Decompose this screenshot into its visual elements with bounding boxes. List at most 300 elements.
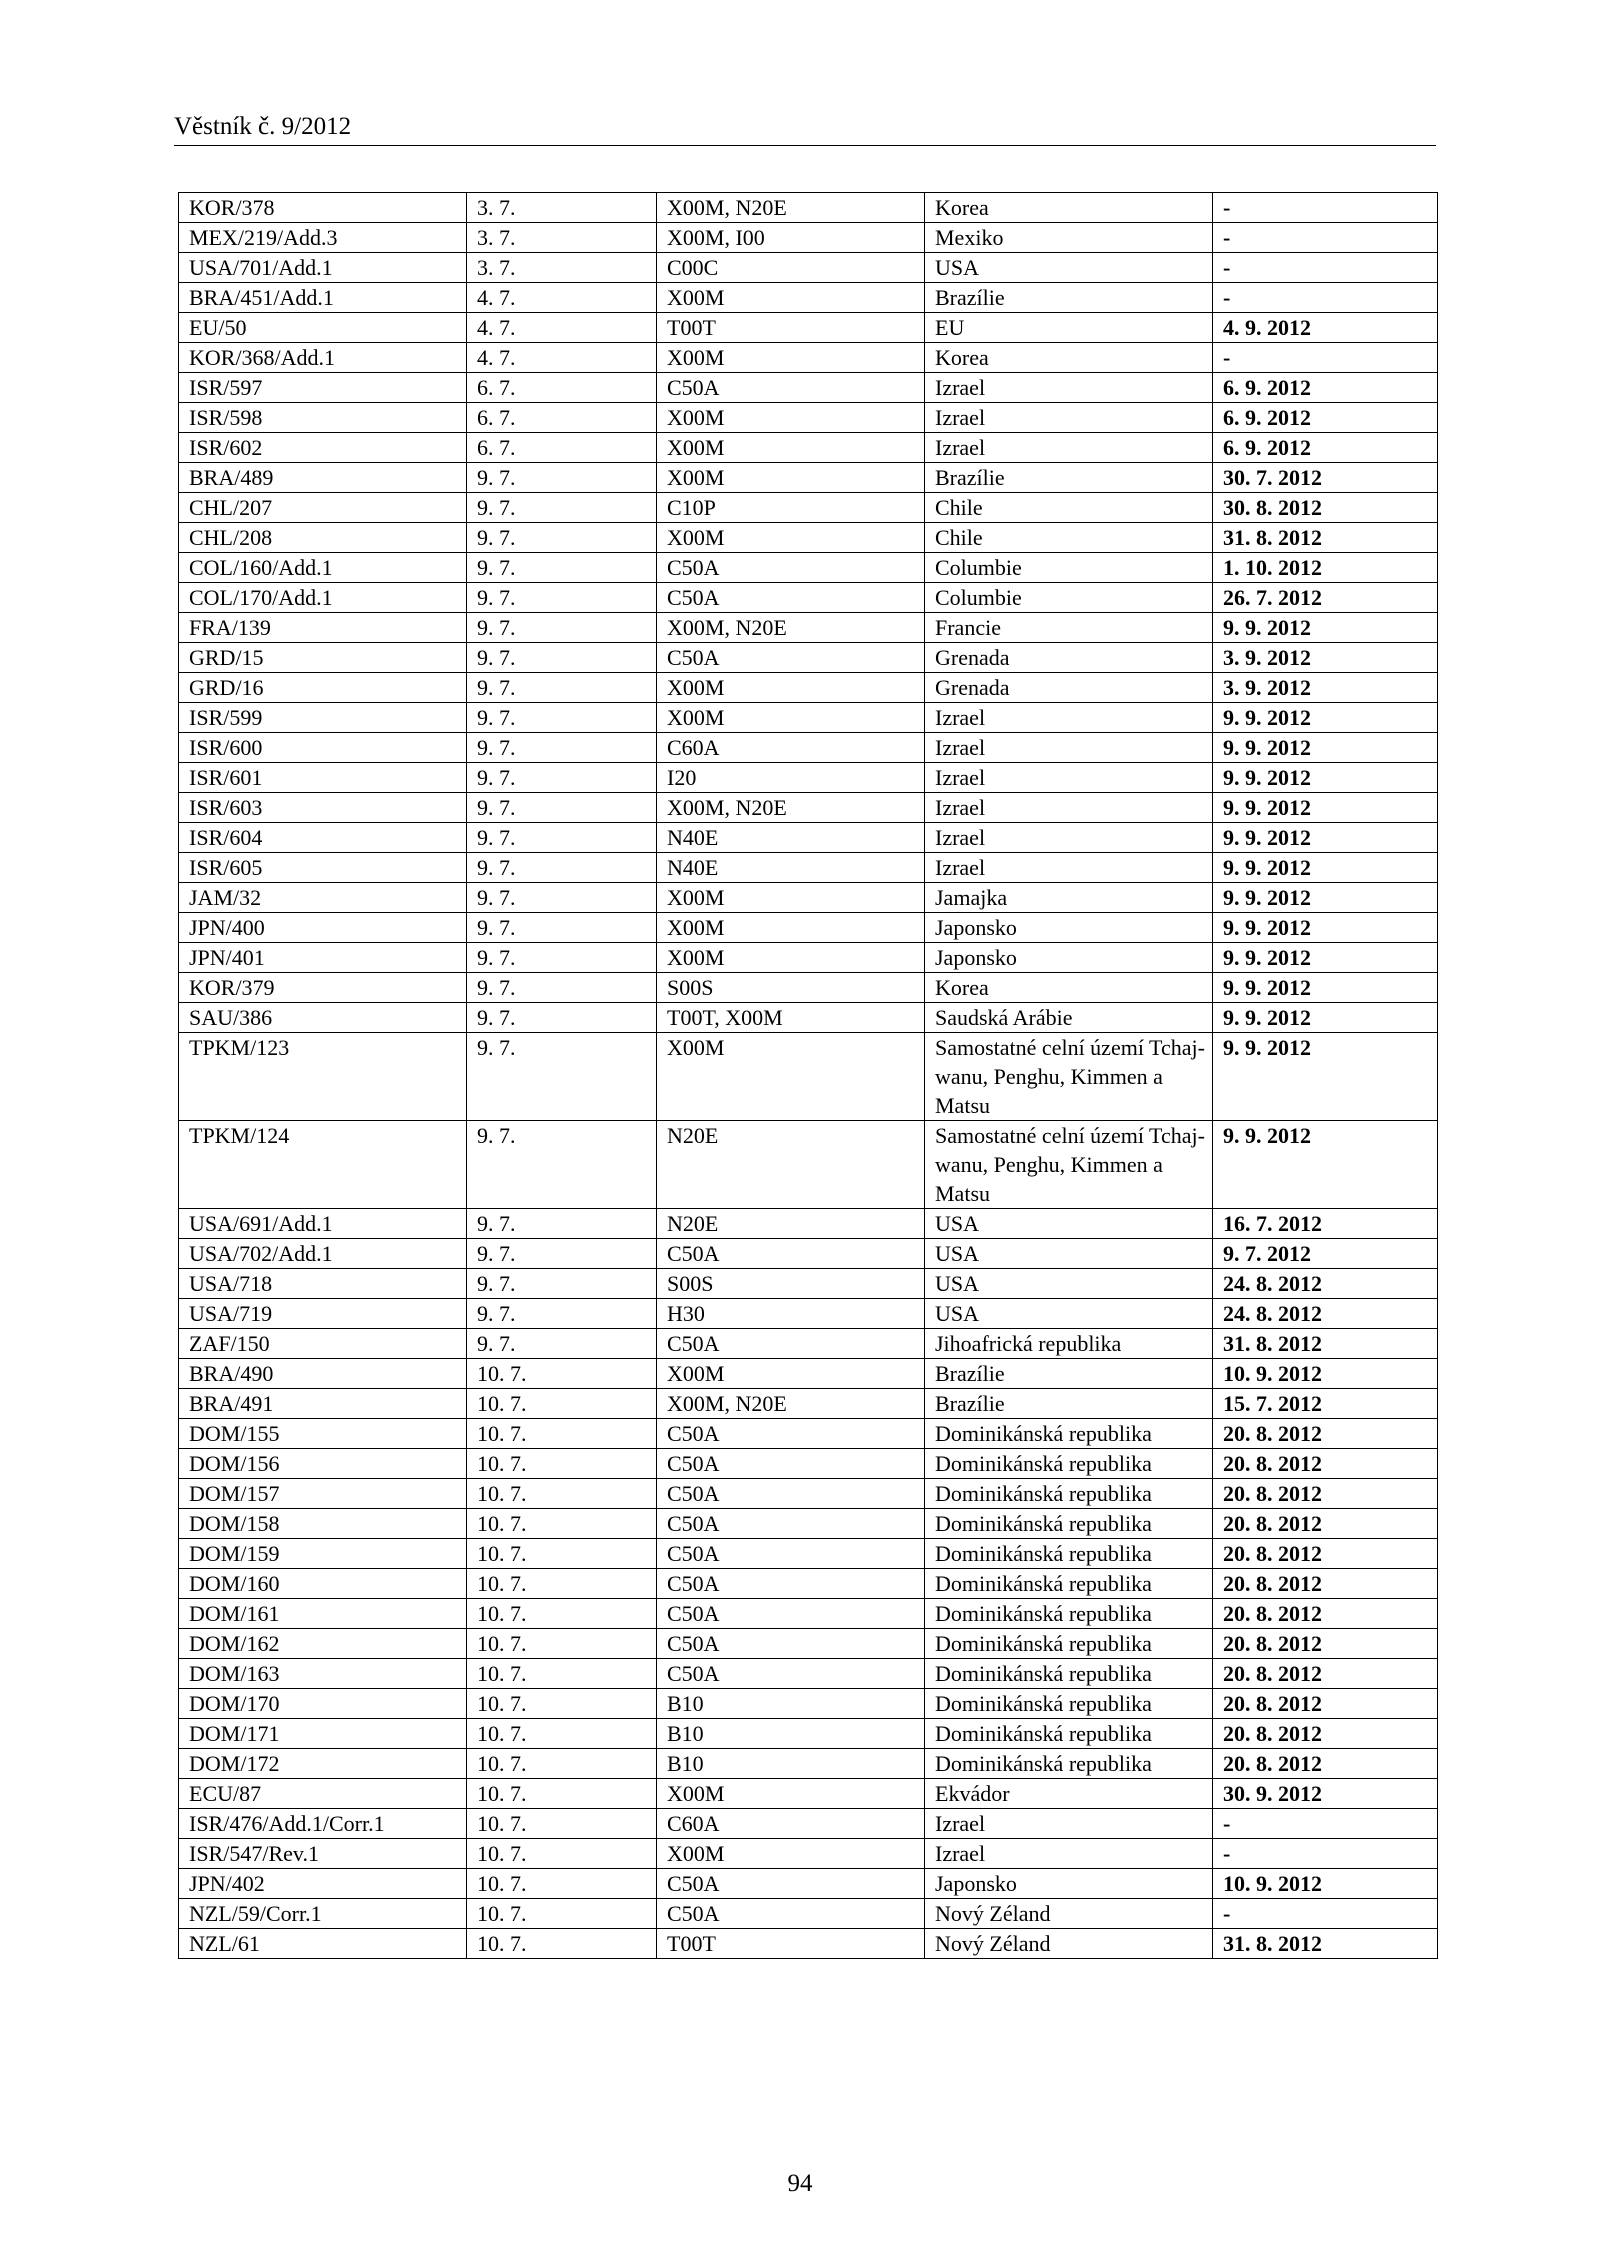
date-cell: 10. 7. bbox=[467, 1719, 657, 1749]
deadline-cell: 9. 9. 2012 bbox=[1213, 883, 1438, 913]
code-cell: N40E bbox=[657, 853, 925, 883]
date-cell: 9. 7. bbox=[467, 1033, 657, 1121]
date-cell: 10. 7. bbox=[467, 1899, 657, 1929]
deadline-cell: 9. 9. 2012 bbox=[1213, 763, 1438, 793]
document-symbol-cell: EU/50 bbox=[179, 313, 467, 343]
deadline-cell: 9. 9. 2012 bbox=[1213, 823, 1438, 853]
document-symbol-cell: ISR/602 bbox=[179, 433, 467, 463]
table-row bbox=[179, 853, 1438, 883]
code-cell: X00M bbox=[657, 523, 925, 553]
document-symbol-cell: COL/170/Add.1 bbox=[179, 583, 467, 613]
country-cell: Izrael bbox=[925, 1839, 1213, 1869]
date-cell: 10. 7. bbox=[467, 1599, 657, 1629]
code-cell: C50A bbox=[657, 1569, 925, 1599]
code-cell: B10 bbox=[657, 1719, 925, 1749]
table-row bbox=[179, 1749, 1438, 1779]
document-symbol-cell: USA/701/Add.1 bbox=[179, 253, 467, 283]
document-symbol-cell: ISR/605 bbox=[179, 853, 467, 883]
table-row bbox=[179, 1809, 1438, 1839]
date-cell: 10. 7. bbox=[467, 1809, 657, 1839]
document-symbol-cell: DOM/162 bbox=[179, 1629, 467, 1659]
country-cell: Dominikánská republika bbox=[925, 1749, 1213, 1779]
deadline-cell: 20. 8. 2012 bbox=[1213, 1629, 1438, 1659]
date-cell: 9. 7. bbox=[467, 763, 657, 793]
date-cell: 10. 7. bbox=[467, 1689, 657, 1719]
code-cell: C50A bbox=[657, 1419, 925, 1449]
country-cell: Izrael bbox=[925, 823, 1213, 853]
notifications-table bbox=[178, 192, 1438, 1959]
date-cell: 10. 7. bbox=[467, 1389, 657, 1419]
code-cell: C50A bbox=[657, 643, 925, 673]
document-symbol-cell: TPKM/124 bbox=[179, 1121, 467, 1209]
date-cell: 10. 7. bbox=[467, 1869, 657, 1899]
country-cell: Japonsko bbox=[925, 943, 1213, 973]
date-cell: 10. 7. bbox=[467, 1629, 657, 1659]
deadline-cell: 20. 8. 2012 bbox=[1213, 1749, 1438, 1779]
country-cell: Dominikánská republika bbox=[925, 1569, 1213, 1599]
country-cell: Dominikánská republika bbox=[925, 1659, 1213, 1689]
country-cell: Japonsko bbox=[925, 913, 1213, 943]
deadline-cell: 3. 9. 2012 bbox=[1213, 673, 1438, 703]
document-symbol-cell: COL/160/Add.1 bbox=[179, 553, 467, 583]
code-cell: C50A bbox=[657, 1239, 925, 1269]
code-cell: C50A bbox=[657, 1329, 925, 1359]
code-cell: H30 bbox=[657, 1299, 925, 1329]
deadline-cell: 30. 7. 2012 bbox=[1213, 463, 1438, 493]
page-number: 94 bbox=[787, 2170, 813, 2197]
table-row bbox=[179, 943, 1438, 973]
date-cell: 9. 7. bbox=[467, 1299, 657, 1329]
country-cell: Dominikánská republika bbox=[925, 1689, 1213, 1719]
table-row bbox=[179, 1569, 1438, 1599]
table-row bbox=[179, 313, 1438, 343]
country-cell: Grenada bbox=[925, 643, 1213, 673]
table-row bbox=[179, 1389, 1438, 1419]
code-cell: X00M bbox=[657, 283, 925, 313]
code-cell: C50A bbox=[657, 1599, 925, 1629]
deadline-cell: 9. 9. 2012 bbox=[1213, 1121, 1438, 1209]
document-symbol-cell: ECU/87 bbox=[179, 1779, 467, 1809]
date-cell: 9. 7. bbox=[467, 463, 657, 493]
country-cell: Izrael bbox=[925, 793, 1213, 823]
code-cell: C10P bbox=[657, 493, 925, 523]
deadline-cell: 20. 8. 2012 bbox=[1213, 1569, 1438, 1599]
document-symbol-cell: ISR/476/Add.1/Corr.1 bbox=[179, 1809, 467, 1839]
date-cell: 9. 7. bbox=[467, 913, 657, 943]
document-symbol-cell: TPKM/123 bbox=[179, 1033, 467, 1121]
deadline-cell: 6. 9. 2012 bbox=[1213, 433, 1438, 463]
date-cell: 9. 7. bbox=[467, 1121, 657, 1209]
date-cell: 4. 7. bbox=[467, 283, 657, 313]
code-cell: X00M, N20E bbox=[657, 793, 925, 823]
deadline-cell: 3. 9. 2012 bbox=[1213, 643, 1438, 673]
country-cell: Dominikánská republika bbox=[925, 1449, 1213, 1479]
deadline-cell: 9. 9. 2012 bbox=[1213, 913, 1438, 943]
country-cell: Izrael bbox=[925, 703, 1213, 733]
code-cell: X00M bbox=[657, 1359, 925, 1389]
table-row bbox=[179, 343, 1438, 373]
table-row bbox=[179, 1929, 1438, 1959]
date-cell: 10. 7. bbox=[467, 1539, 657, 1569]
country-cell: Brazílie bbox=[925, 1389, 1213, 1419]
deadline-cell: - bbox=[1213, 1839, 1438, 1869]
document-symbol-cell: GRD/16 bbox=[179, 673, 467, 703]
country-cell: USA bbox=[925, 1269, 1213, 1299]
country-cell: USA bbox=[925, 1299, 1213, 1329]
table-row bbox=[179, 493, 1438, 523]
deadline-cell: 9. 9. 2012 bbox=[1213, 943, 1438, 973]
deadline-cell: 24. 8. 2012 bbox=[1213, 1299, 1438, 1329]
table-row bbox=[179, 1599, 1438, 1629]
deadline-cell: 26. 7. 2012 bbox=[1213, 583, 1438, 613]
table-row bbox=[179, 973, 1438, 1003]
country-cell: Japonsko bbox=[925, 1869, 1213, 1899]
deadline-cell: - bbox=[1213, 253, 1438, 283]
date-cell: 10. 7. bbox=[467, 1509, 657, 1539]
country-cell: Nový Zéland bbox=[925, 1929, 1213, 1959]
code-cell: C50A bbox=[657, 1539, 925, 1569]
country-cell: Ekvádor bbox=[925, 1779, 1213, 1809]
country-cell: Francie bbox=[925, 613, 1213, 643]
table-row bbox=[179, 373, 1438, 403]
country-cell: Grenada bbox=[925, 673, 1213, 703]
country-cell: Dominikánská republika bbox=[925, 1479, 1213, 1509]
table-row bbox=[179, 433, 1438, 463]
document-symbol-cell: FRA/139 bbox=[179, 613, 467, 643]
country-cell: Izrael bbox=[925, 373, 1213, 403]
date-cell: 9. 7. bbox=[467, 853, 657, 883]
table-row bbox=[179, 1299, 1438, 1329]
journal-title: Věstník č. 9/2012 bbox=[174, 113, 352, 140]
code-cell: X00M bbox=[657, 943, 925, 973]
table-row bbox=[179, 1449, 1438, 1479]
document-symbol-cell: ZAF/150 bbox=[179, 1329, 467, 1359]
code-cell: X00M bbox=[657, 463, 925, 493]
document-symbol-cell: KOR/379 bbox=[179, 973, 467, 1003]
country-cell: Samostatné celní území Tchaj-wanu, Penghu, Kimmen a Matsu bbox=[925, 1121, 1213, 1209]
country-cell: EU bbox=[925, 313, 1213, 343]
deadline-cell: 15. 7. 2012 bbox=[1213, 1389, 1438, 1419]
code-cell: X00M bbox=[657, 1839, 925, 1869]
date-cell: 9. 7. bbox=[467, 613, 657, 643]
table-row bbox=[179, 1719, 1438, 1749]
code-cell: C50A bbox=[657, 373, 925, 403]
document-symbol-cell: DOM/159 bbox=[179, 1539, 467, 1569]
document-symbol-cell: JPN/402 bbox=[179, 1869, 467, 1899]
country-cell: Nový Zéland bbox=[925, 1899, 1213, 1929]
document-symbol-cell: DOM/171 bbox=[179, 1719, 467, 1749]
deadline-cell: 20. 8. 2012 bbox=[1213, 1719, 1438, 1749]
document-symbol-cell: USA/719 bbox=[179, 1299, 467, 1329]
date-cell: 10. 7. bbox=[467, 1359, 657, 1389]
code-cell: X00M bbox=[657, 1779, 925, 1809]
document-symbol-cell: DOM/172 bbox=[179, 1749, 467, 1779]
date-cell: 9. 7. bbox=[467, 643, 657, 673]
table-row bbox=[179, 763, 1438, 793]
country-cell: Saudská Arábie bbox=[925, 1003, 1213, 1033]
country-cell: Dominikánská republika bbox=[925, 1599, 1213, 1629]
country-cell: Jihoafrická republika bbox=[925, 1329, 1213, 1359]
country-cell: Chile bbox=[925, 493, 1213, 523]
document-symbol-cell: JPN/401 bbox=[179, 943, 467, 973]
code-cell: X00M bbox=[657, 403, 925, 433]
deadline-cell: 31. 8. 2012 bbox=[1213, 1329, 1438, 1359]
document-symbol-cell: DOM/156 bbox=[179, 1449, 467, 1479]
table-row bbox=[179, 253, 1438, 283]
country-cell: Jamajka bbox=[925, 883, 1213, 913]
country-cell: Dominikánská republika bbox=[925, 1419, 1213, 1449]
code-cell: T00T, X00M bbox=[657, 1003, 925, 1033]
table-row bbox=[179, 643, 1438, 673]
document-symbol-cell: CHL/207 bbox=[179, 493, 467, 523]
document-symbol-cell: MEX/219/Add.3 bbox=[179, 223, 467, 253]
document-symbol-cell: CHL/208 bbox=[179, 523, 467, 553]
deadline-cell: 24. 8. 2012 bbox=[1213, 1269, 1438, 1299]
document-symbol-cell: USA/691/Add.1 bbox=[179, 1209, 467, 1239]
code-cell: X00M bbox=[657, 673, 925, 703]
table-row bbox=[179, 1329, 1438, 1359]
table-row bbox=[179, 1689, 1438, 1719]
document-symbol-cell: ISR/604 bbox=[179, 823, 467, 853]
date-cell: 9. 7. bbox=[467, 523, 657, 553]
table-row bbox=[179, 463, 1438, 493]
deadline-cell: 6. 9. 2012 bbox=[1213, 373, 1438, 403]
deadline-cell: 20. 8. 2012 bbox=[1213, 1479, 1438, 1509]
country-cell: USA bbox=[925, 1239, 1213, 1269]
deadline-cell: 16. 7. 2012 bbox=[1213, 1209, 1438, 1239]
country-cell: Samostatné celní území Tchaj-wanu, Penghu, Kimmen a Matsu bbox=[925, 1033, 1213, 1121]
document-symbol-cell: BRA/490 bbox=[179, 1359, 467, 1389]
table-row bbox=[179, 403, 1438, 433]
deadline-cell: 9. 9. 2012 bbox=[1213, 793, 1438, 823]
country-cell: Mexiko bbox=[925, 223, 1213, 253]
deadline-cell: 1. 10. 2012 bbox=[1213, 553, 1438, 583]
deadline-cell: 20. 8. 2012 bbox=[1213, 1689, 1438, 1719]
country-cell: Izrael bbox=[925, 433, 1213, 463]
deadline-cell: 9. 9. 2012 bbox=[1213, 1003, 1438, 1033]
table-row bbox=[179, 1359, 1438, 1389]
deadline-cell: - bbox=[1213, 283, 1438, 313]
date-cell: 10. 7. bbox=[467, 1659, 657, 1689]
table-row bbox=[179, 733, 1438, 763]
date-cell: 9. 7. bbox=[467, 1269, 657, 1299]
country-cell: Izrael bbox=[925, 853, 1213, 883]
code-cell: X00M bbox=[657, 703, 925, 733]
date-cell: 9. 7. bbox=[467, 553, 657, 583]
deadline-cell: 20. 8. 2012 bbox=[1213, 1509, 1438, 1539]
deadline-cell: 9. 9. 2012 bbox=[1213, 853, 1438, 883]
document-symbol-cell: BRA/489 bbox=[179, 463, 467, 493]
deadline-cell: - bbox=[1213, 1809, 1438, 1839]
deadline-cell: 9. 9. 2012 bbox=[1213, 703, 1438, 733]
country-cell: Brazílie bbox=[925, 283, 1213, 313]
table-row bbox=[179, 1419, 1438, 1449]
deadline-cell: 20. 8. 2012 bbox=[1213, 1449, 1438, 1479]
document-symbol-cell: ISR/598 bbox=[179, 403, 467, 433]
code-cell: X00M bbox=[657, 343, 925, 373]
code-cell: X00M bbox=[657, 883, 925, 913]
code-cell: X00M bbox=[657, 433, 925, 463]
code-cell: S00S bbox=[657, 973, 925, 1003]
country-cell: Izrael bbox=[925, 403, 1213, 433]
country-cell: Dominikánská republika bbox=[925, 1539, 1213, 1569]
code-cell: S00S bbox=[657, 1269, 925, 1299]
document-symbol-cell: ISR/597 bbox=[179, 373, 467, 403]
date-cell: 6. 7. bbox=[467, 373, 657, 403]
date-cell: 9. 7. bbox=[467, 793, 657, 823]
date-cell: 9. 7. bbox=[467, 973, 657, 1003]
table-row bbox=[179, 823, 1438, 853]
code-cell: I20 bbox=[657, 763, 925, 793]
deadline-cell: 10. 9. 2012 bbox=[1213, 1359, 1438, 1389]
code-cell: C50A bbox=[657, 553, 925, 583]
code-cell: N20E bbox=[657, 1209, 925, 1239]
table-row bbox=[179, 1869, 1438, 1899]
date-cell: 4. 7. bbox=[467, 343, 657, 373]
date-cell: 9. 7. bbox=[467, 943, 657, 973]
country-cell: Korea bbox=[925, 343, 1213, 373]
document-symbol-cell: KOR/378 bbox=[179, 193, 467, 223]
date-cell: 10. 7. bbox=[467, 1449, 657, 1479]
date-cell: 9. 7. bbox=[467, 673, 657, 703]
code-cell: X00M, I00 bbox=[657, 223, 925, 253]
deadline-cell: 20. 8. 2012 bbox=[1213, 1539, 1438, 1569]
document-symbol-cell: DOM/163 bbox=[179, 1659, 467, 1689]
deadline-cell: - bbox=[1213, 1899, 1438, 1929]
document-symbol-cell: SAU/386 bbox=[179, 1003, 467, 1033]
country-cell: Izrael bbox=[925, 733, 1213, 763]
code-cell: C50A bbox=[657, 1659, 925, 1689]
table-row bbox=[179, 523, 1438, 553]
document-symbol-cell: ISR/547/Rev.1 bbox=[179, 1839, 467, 1869]
country-cell: Izrael bbox=[925, 763, 1213, 793]
date-cell: 9. 7. bbox=[467, 493, 657, 523]
date-cell: 3. 7. bbox=[467, 223, 657, 253]
table-row bbox=[179, 1239, 1438, 1269]
code-cell: X00M bbox=[657, 913, 925, 943]
document-symbol-cell: DOM/160 bbox=[179, 1569, 467, 1599]
table-row bbox=[179, 283, 1438, 313]
date-cell: 10. 7. bbox=[467, 1779, 657, 1809]
deadline-cell: 6. 9. 2012 bbox=[1213, 403, 1438, 433]
document-symbol-cell: BRA/491 bbox=[179, 1389, 467, 1419]
date-cell: 9. 7. bbox=[467, 583, 657, 613]
code-cell: C50A bbox=[657, 1479, 925, 1509]
date-cell: 9. 7. bbox=[467, 1329, 657, 1359]
deadline-cell: 9. 9. 2012 bbox=[1213, 733, 1438, 763]
document-symbol-cell: DOM/158 bbox=[179, 1509, 467, 1539]
code-cell: X00M, N20E bbox=[657, 193, 925, 223]
date-cell: 9. 7. bbox=[467, 703, 657, 733]
country-cell: Korea bbox=[925, 973, 1213, 1003]
code-cell: X00M, N20E bbox=[657, 1389, 925, 1419]
code-cell: B10 bbox=[657, 1689, 925, 1719]
date-cell: 9. 7. bbox=[467, 1003, 657, 1033]
document-symbol-cell: JAM/32 bbox=[179, 883, 467, 913]
date-cell: 10. 7. bbox=[467, 1479, 657, 1509]
deadline-cell: 9. 9. 2012 bbox=[1213, 613, 1438, 643]
document-symbol-cell: JPN/400 bbox=[179, 913, 467, 943]
date-cell: 9. 7. bbox=[467, 1239, 657, 1269]
table-row bbox=[179, 1269, 1438, 1299]
document-symbol-cell: KOR/368/Add.1 bbox=[179, 343, 467, 373]
table-row bbox=[179, 913, 1438, 943]
table-row bbox=[179, 553, 1438, 583]
document-symbol-cell: GRD/15 bbox=[179, 643, 467, 673]
deadline-cell: 9. 9. 2012 bbox=[1213, 1033, 1438, 1121]
document-symbol-cell: DOM/170 bbox=[179, 1689, 467, 1719]
code-cell: C00C bbox=[657, 253, 925, 283]
code-cell: C50A bbox=[657, 1449, 925, 1479]
table-row bbox=[179, 703, 1438, 733]
country-cell: USA bbox=[925, 253, 1213, 283]
deadline-cell: 9. 9. 2012 bbox=[1213, 973, 1438, 1003]
country-cell: Korea bbox=[925, 193, 1213, 223]
document-symbol-cell: NZL/59/Corr.1 bbox=[179, 1899, 467, 1929]
table-row bbox=[179, 673, 1438, 703]
date-cell: 10. 7. bbox=[467, 1749, 657, 1779]
deadline-cell: 9. 7. 2012 bbox=[1213, 1239, 1438, 1269]
code-cell: N40E bbox=[657, 823, 925, 853]
date-cell: 6. 7. bbox=[467, 403, 657, 433]
table-body bbox=[179, 193, 1438, 1959]
code-cell: T00T bbox=[657, 1929, 925, 1959]
date-cell: 4. 7. bbox=[467, 313, 657, 343]
date-cell: 10. 7. bbox=[467, 1929, 657, 1959]
code-cell: N20E bbox=[657, 1121, 925, 1209]
table-row bbox=[179, 1033, 1438, 1121]
deadline-cell: - bbox=[1213, 223, 1438, 253]
code-cell: B10 bbox=[657, 1749, 925, 1779]
country-cell: Dominikánská republika bbox=[925, 1509, 1213, 1539]
table-row bbox=[179, 1629, 1438, 1659]
date-cell: 3. 7. bbox=[467, 253, 657, 283]
date-cell: 9. 7. bbox=[467, 1209, 657, 1239]
table-row bbox=[179, 1779, 1438, 1809]
document-symbol-cell: ISR/601 bbox=[179, 763, 467, 793]
country-cell: Brazílie bbox=[925, 463, 1213, 493]
code-cell: C50A bbox=[657, 583, 925, 613]
country-cell: Izrael bbox=[925, 1809, 1213, 1839]
code-cell: T00T bbox=[657, 313, 925, 343]
deadline-cell: 20. 8. 2012 bbox=[1213, 1419, 1438, 1449]
table-row bbox=[179, 193, 1438, 223]
deadline-cell: - bbox=[1213, 343, 1438, 373]
deadline-cell: - bbox=[1213, 193, 1438, 223]
table-row bbox=[179, 1839, 1438, 1869]
table-row bbox=[179, 883, 1438, 913]
date-cell: 10. 7. bbox=[467, 1569, 657, 1599]
date-cell: 9. 7. bbox=[467, 733, 657, 763]
code-cell: C50A bbox=[657, 1899, 925, 1929]
country-cell: Dominikánská republika bbox=[925, 1629, 1213, 1659]
date-cell: 10. 7. bbox=[467, 1839, 657, 1869]
code-cell: C50A bbox=[657, 1869, 925, 1899]
table-row bbox=[179, 583, 1438, 613]
document-symbol-cell: DOM/161 bbox=[179, 1599, 467, 1629]
country-cell: Dominikánská republika bbox=[925, 1719, 1213, 1749]
document-symbol-cell: BRA/451/Add.1 bbox=[179, 283, 467, 313]
date-cell: 10. 7. bbox=[467, 1419, 657, 1449]
document-symbol-cell: ISR/599 bbox=[179, 703, 467, 733]
table-row bbox=[179, 1121, 1438, 1209]
code-cell: X00M bbox=[657, 1033, 925, 1121]
code-cell: C60A bbox=[657, 733, 925, 763]
deadline-cell: 31. 8. 2012 bbox=[1213, 523, 1438, 553]
date-cell: 3. 7. bbox=[467, 193, 657, 223]
table-row bbox=[179, 1509, 1438, 1539]
table-row bbox=[179, 1479, 1438, 1509]
